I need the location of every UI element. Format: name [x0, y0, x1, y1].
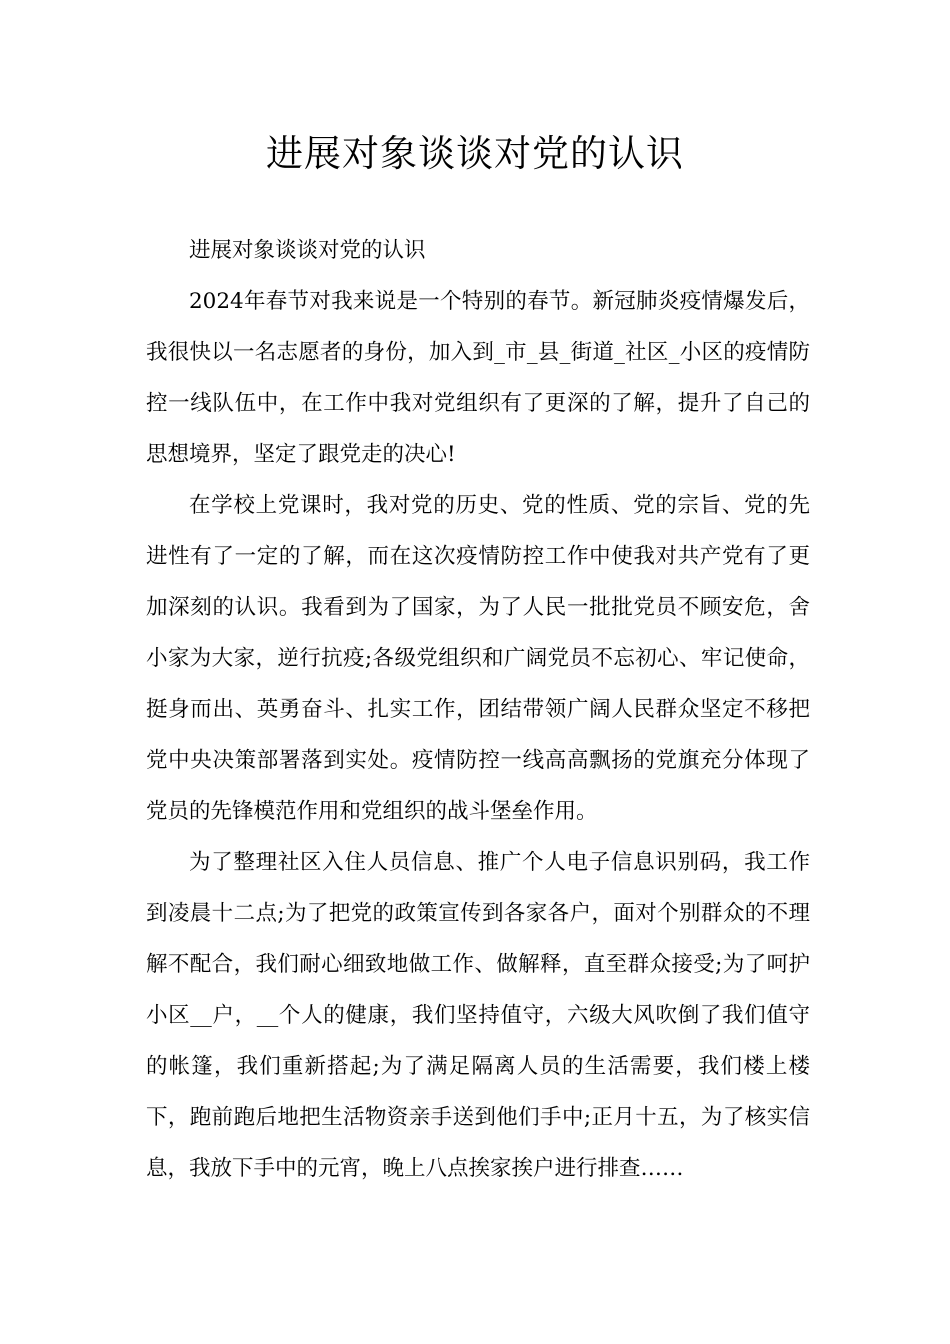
body-paragraph: 2024年春节对我来说是一个特别的春节。新冠肺炎疫情爆发后，我很快以一名志愿者的身份，加入到_市_县_街道_社区_小区的疫情防控一线队伍中，在工作中我对党组织有了更深的了解，提升了自己的思想境界，坚定了跟党走的决心! [146, 289, 810, 467]
body-paragraph: 在学校上党课时，我对党的历史、党的性质、党的宗旨、党的先进性有了一定的了解，而在这次疫情防控工作中使我对共产党有了更加深刻的认识。我看到为了国家，为了人民一批批党员不顾安危，舍小家为大家，逆行抗疫;各级党组织和广阔党员不忘初心、牢记使命，挺身而出、英勇奋斗、扎实工作，团结带领广阔人民群众坚定不移把党中央决策部署落到实处。疫情防控一线高高飘扬的党旗充分体现了党员的先锋模范作用和党组织的战斗堡垒作用。 [146, 493, 810, 824]
document-body [146, 225, 810, 1194]
document-title: 进展对象谈谈对党的认识 [266, 132, 684, 175]
subtitle-paragraph: 进展对象谈谈对党的认识 [189, 238, 426, 263]
body-paragraph: 为了整理社区入住人员信息、推广个人电子信息识别码，我工作到凌晨十二点;为了把党的政策宣传到各家各户，面对个别群众的不理解不配合，我们耐心细致地做工作、做解释，直至群众接受;为了呵护小区__户，__个人的健康，我们坚持值守，六级大风吹倒了我们值守的帐篷，我们重新搭起;为了满足隔离人员的生活需要，我们楼上楼下，跑前跑后地把生活物资亲手送到他们手中;正月十五，为了核实信息，我放下手中的元宵，晚上八点挨家挨户进行排查…… [146, 850, 810, 1181]
